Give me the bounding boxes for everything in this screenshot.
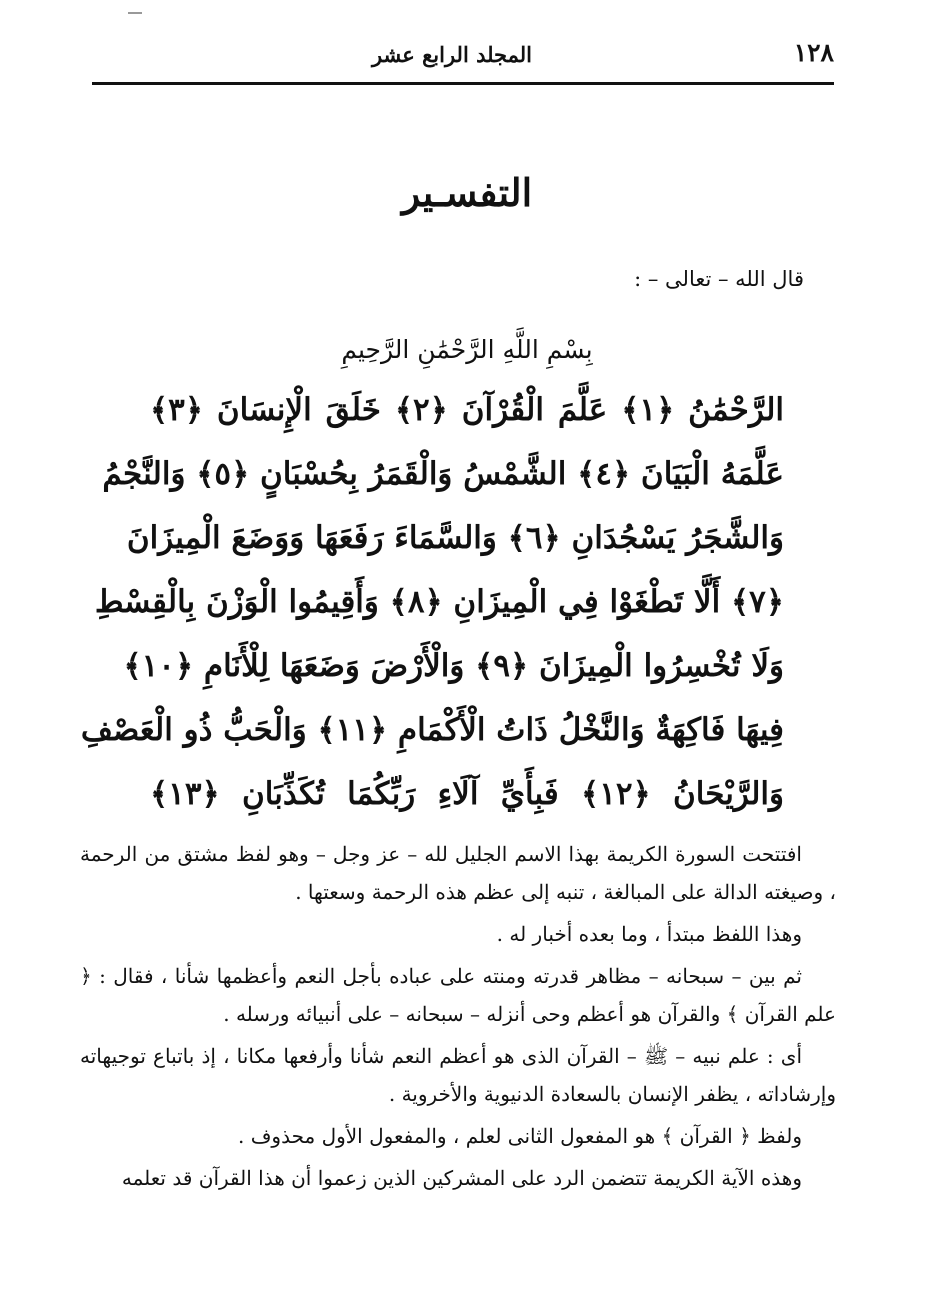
paragraph: وهذه الآية الكريمة تتضمن الرد على المشركين الذين زعموا أن هذا القرآن قد تعلمه <box>121 1166 802 1190</box>
verse-line: ﴿٧﴾ أَلَّا تَطْغَوْا فِي الْمِيزَانِ ﴿٨﴾ وَأَقِيمُوا الْوَزْنَ بِالْقِسْطِ <box>94 584 784 620</box>
verse-line: عَلَّمَهُ الْبَيَانَ ﴿٤﴾ الشَّمْسُ وَالْقَمَرُ بِحُسْبَانٍ ﴿٥﴾ وَالنَّجْمُ <box>102 456 784 492</box>
paragraph: افتتحت السورة الكريمة بهذا الاسم الجليل لله – عز وجل – وهو لفظ مشتق من الرحمة ، وصيغته الدالة على المبالغة ، تنبه إلى عظم هذه الرحمة وسعتها . <box>80 842 836 904</box>
paragraph: ثم بين – سبحانه – مظاهر قدرته ومنته على عباده بأجل النعم وأعظمها شأنا ، فقال : ﴿ علم القرآن ﴾ والقرآن هو أعظم وحى أنزله – سبحانه – على أنبيائه ورسله . <box>80 964 836 1026</box>
paragraph: أى : علم نبيه – ﷺ – القرآن الذى هو أعظم النعم شأنا وأرفعها مكانا ، إذ باتباع توجيهاته وإرشاداته ، يظفر الإنسان بالسعادة الدنيوية والأخروية . <box>80 1044 836 1106</box>
section-title: التفسـير <box>401 170 533 215</box>
running-title: المجلد الرابع عشر <box>371 42 532 67</box>
verse-line: الرَّحْمَٰنُ ﴿١﴾ عَلَّمَ الْقُرْآنَ ﴿٢﴾ خَلَقَ الْإِنسَانَ ﴿٣﴾ <box>150 392 784 428</box>
verse-line: وَالرَّيْحَانُ ﴿١٢﴾ فَبِأَيِّ آلَاءِ رَبِّكُمَا تُكَذِّبَانِ ﴿١٣﴾ <box>150 776 784 812</box>
page-header <box>92 38 834 80</box>
quran-verses <box>80 378 784 826</box>
commentary-text <box>80 835 836 1201</box>
verse-line: فِيهَا فَاكِهَةٌ وَالنَّخْلُ ذَاتُ الْأَكْمَامِ ﴿١١﴾ وَالْحَبُّ ذُو الْعَصْفِ <box>80 712 784 748</box>
paragraph: ولفظ ﴿ القرآن ﴾ هو المفعول الثانى لعلم ، والمفعول الأول محذوف . <box>237 1124 802 1148</box>
intro-line: قال الله – تعالى – : <box>634 267 804 291</box>
page-number: ١٢٨ <box>793 38 834 67</box>
basmala: بِسْمِ اللَّهِ الرَّحْمَٰنِ الرَّحِيمِ <box>341 335 593 364</box>
verse-line: وَالشَّجَرُ يَسْجُدَانِ ﴿٦﴾ وَالسَّمَاءَ رَفَعَهَا وَوَضَعَ الْمِيزَانَ <box>126 520 784 556</box>
scan-mark <box>128 12 142 14</box>
verse-line: وَلَا تُخْسِرُوا الْمِيزَانَ ﴿٩﴾ وَالْأَرْضَ وَضَعَهَا لِلْأَنَامِ ﴿١٠﴾ <box>123 648 784 684</box>
paragraph: وهذا اللفظ مبتدأ ، وما بعده أخبار له . <box>496 922 802 946</box>
header-rule <box>92 82 834 85</box>
